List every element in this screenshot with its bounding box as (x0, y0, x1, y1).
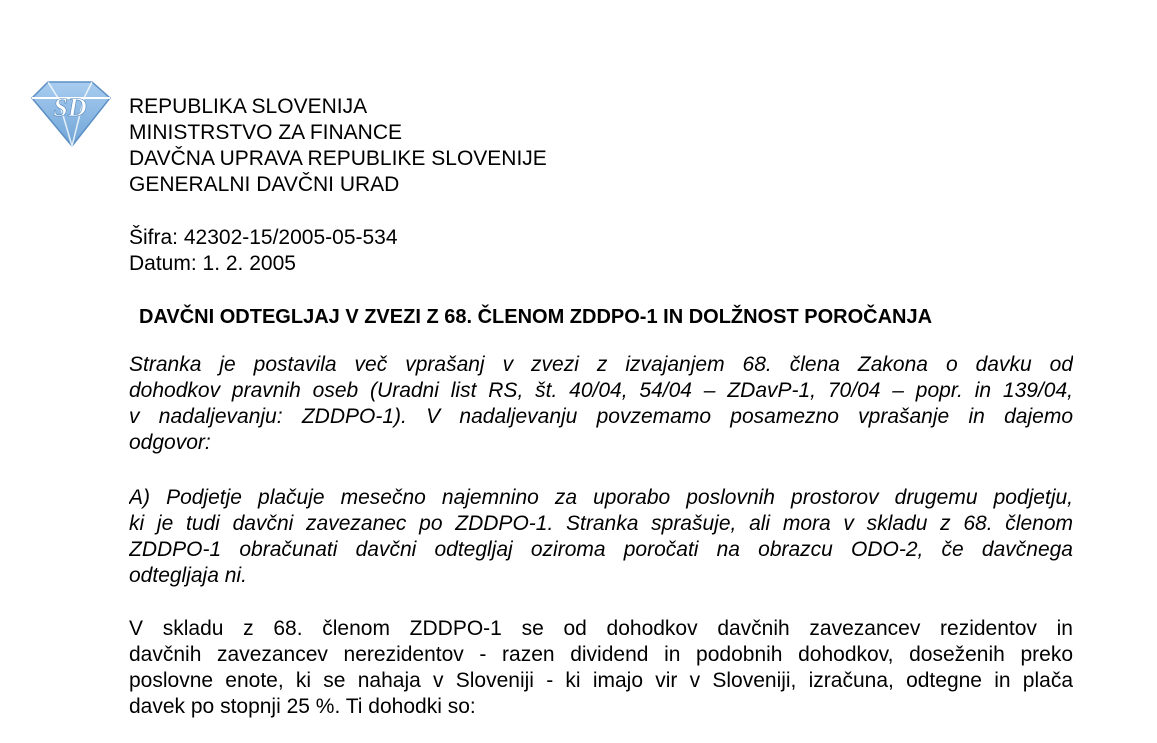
paragraph-intro (129, 352, 1073, 460)
logo-lettering: SD (53, 93, 87, 122)
reference-number: Šifra: 42302-15/2005-05-534 (129, 226, 398, 249)
paragraph-answer (129, 616, 1073, 724)
document-date: Datum: 1. 2. 2005 (129, 252, 296, 275)
paragraph-line: odtegljaja ni. (129, 564, 247, 587)
paragraph-line: davčnih zavezancev nerezidentov - razen dividend in podobnih dohodkov, doseženih preko (129, 643, 1073, 666)
header-line: DAVČNA UPRAVA REPUBLIKE SLOVENIJE (129, 147, 547, 170)
diamond-logo-icon (28, 76, 112, 150)
header-line: REPUBLIKA SLOVENIJA (129, 95, 368, 118)
institution-header (129, 94, 547, 198)
header-line: GENERALNI DAVČNI URAD (129, 173, 400, 196)
paragraph-line: poslovne enote, ki se nahaja v Sloveniji - ki imajo vir v Sloveniji, izračuna, odtegne in plača (129, 669, 1073, 692)
paragraph-question-a (129, 485, 1073, 593)
document-meta (129, 225, 398, 277)
paragraph-line: davek po stopnji 25 %. Ti dohodki so: (129, 695, 476, 718)
paragraph-line: A) Podjetje plačuje mesečno najemnino za uporabo poslovnih prostorov drugemu podjetju, (129, 486, 1073, 509)
paragraph-line: dohodkov pravnih oseb (Uradni list RS, št. 40/04, 54/04 – ZDavP-1, 70/04 – popr. in 139/04, (129, 379, 1073, 402)
paragraph-line: ZDDPO-1 obračunati davčni odtegljaj oziroma poročati na obrazcu ODO-2, če davčnega (129, 538, 1073, 561)
paragraph-line: V skladu z 68. členom ZDDPO-1 se od dohodkov davčnih zavezancev rezidentov in (129, 617, 1073, 640)
paragraph-line: ki je tudi davčni zavezanec po ZDDPO-1. Stranka sprašuje, ali mora v skladu z 68. členom (129, 512, 1073, 535)
paragraph-line: Stranka je postavila več vprašanj v zvezi z izvajanjem 68. člena Zakona o davku od (129, 353, 1073, 376)
logo (28, 76, 112, 150)
paragraph-line: odgovor: (129, 431, 211, 454)
document-title: DAVČNI ODTEGLJAJ V ZVEZI Z 68. ČLENOM ZDDPO-1 IN DOLŽNOST POROČANJA (139, 306, 933, 328)
header-line: MINISTRSTVO ZA FINANCE (129, 121, 403, 144)
paragraph-line: v nadaljevanju: ZDDPO-1). V nadaljevanju povzemamo posamezno vprašanje in dajemo (129, 405, 1073, 428)
